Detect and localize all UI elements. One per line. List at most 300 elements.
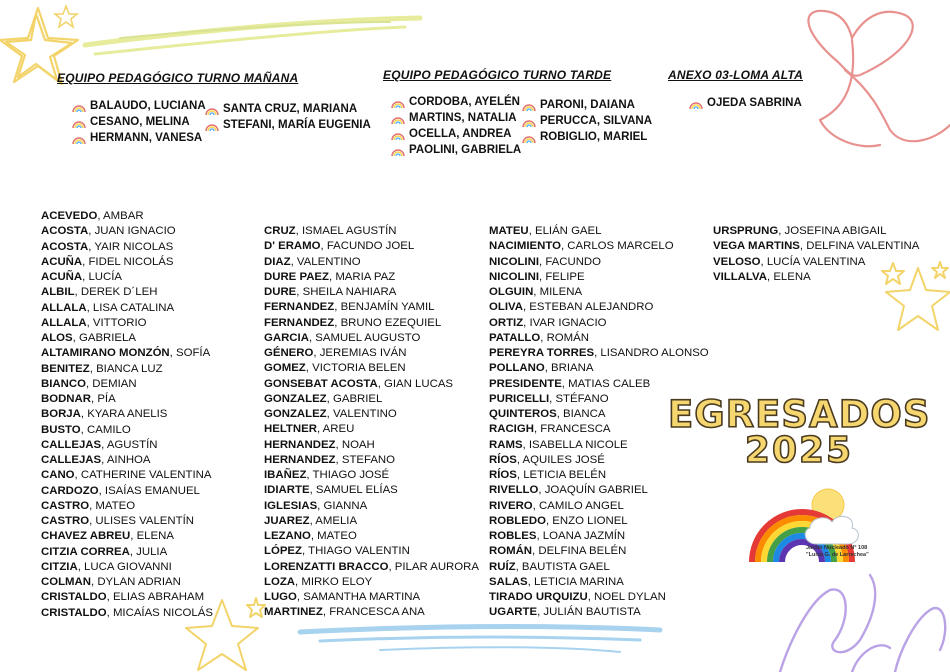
graduate-given-name: , ROMÁN — [540, 331, 589, 344]
graduate-row — [41, 224, 213, 239]
list-item — [391, 94, 521, 110]
graduate-given-name: , LETICIA MARINA — [527, 575, 624, 588]
graduate-surname: BUSTO — [41, 423, 81, 436]
graduate-row — [264, 438, 479, 453]
graduate-given-name: , JULIA — [129, 545, 168, 558]
graduate-given-name: , AMBAR — [97, 210, 144, 222]
graduate-given-name: , SAMUEL ELÍAS — [309, 484, 398, 497]
graduate-surname: CANO — [41, 469, 75, 482]
graduate-given-name: , BENJAMÍN YAMIL — [334, 301, 435, 314]
graduate-given-name: , CATHERINE VALENTINA — [74, 469, 212, 482]
graduate-row — [489, 270, 709, 285]
graduate-surname: ALTAMIRANO MONZÓN — [41, 347, 170, 360]
staff-name: HERMANN, VANESA — [90, 132, 203, 144]
graduate-given-name: , MATIAS CALEB — [561, 377, 651, 390]
graduate-row — [264, 392, 479, 407]
graduate-row — [264, 224, 479, 239]
graduate-surname: RUÍZ — [489, 560, 516, 573]
list-item — [689, 95, 802, 111]
graduate-given-name: , VICTORIA BELEN — [305, 362, 406, 375]
graduate-given-name: , AMELIA — [309, 514, 358, 527]
graduate-surname: LUGO — [264, 591, 297, 603]
graduate-row — [41, 560, 213, 575]
graduate-row — [41, 468, 213, 483]
graduates-title — [668, 393, 931, 471]
graduate-given-name: , YAIR NICOLAS — [88, 240, 174, 253]
graduate-row — [41, 514, 213, 529]
graduate-surname: IBAÑEZ — [264, 469, 307, 481]
graduate-row — [41, 545, 213, 560]
graduate-given-name: , MICAÍAS NICOLÁS — [106, 606, 213, 619]
graduate-surname: DURE PAEZ — [264, 270, 329, 283]
graduate-row — [264, 316, 479, 331]
graduate-surname: ACUÑA — [41, 255, 83, 268]
graduate-given-name: , SAMUEL AUGUSTO — [308, 331, 421, 344]
graduate-surname: ROBLES — [489, 530, 537, 542]
graduate-row — [264, 285, 479, 300]
graduate-given-name: , CAMILO ANGEL — [532, 499, 624, 512]
graduate-given-name: , SHEILA NAHIARA — [296, 286, 397, 298]
graduate-row — [489, 377, 709, 392]
graduate-given-name: , GIANNA — [317, 499, 368, 512]
graduate-row — [489, 514, 709, 529]
graduate-surname: RAMS — [489, 438, 523, 451]
graduate-surname: CRISTALDO — [41, 591, 107, 604]
graduate-surname: CASTRO — [41, 515, 90, 527]
graduate-row — [489, 361, 709, 376]
graduate-row — [264, 560, 479, 575]
rainbow-cloud-icon — [205, 121, 219, 130]
graduate-given-name: , ELIAS ABRAHAM — [106, 591, 205, 604]
graduate-given-name: , AREU — [316, 423, 355, 436]
graduate-row — [489, 300, 709, 315]
graduate-surname: D' ERAMO — [264, 240, 321, 253]
graduate-row — [41, 301, 213, 316]
afternoon-staff-list-1 — [391, 94, 521, 158]
graduate-given-name: , ENZO LIONEL — [545, 514, 628, 527]
staff-name: PARONI, DAIANA — [540, 99, 635, 111]
graduate-surname: CARDOZO — [41, 484, 99, 497]
staff-name: PAOLINI, GABRIELA — [409, 144, 522, 156]
graduate-surname: VELOSO — [713, 255, 761, 268]
rainbow-cloud-icon — [689, 99, 703, 108]
brush-stroke-top — [85, 18, 420, 54]
graduate-surname: MARTINEZ — [264, 606, 323, 619]
graduate-row — [264, 529, 479, 544]
graduate-given-name: , PILAR AURORA — [388, 560, 479, 573]
graduate-row — [489, 499, 709, 514]
graduate-surname: CASTRO — [41, 499, 90, 512]
graduate-surname: CHAVEZ ABREU — [41, 530, 131, 543]
small-star-icon — [55, 6, 77, 27]
graduate-given-name: , DELFINA VALENTINA — [799, 240, 920, 253]
graduate-surname: ROBLEDO — [489, 514, 546, 527]
graduate-given-name: , DELFINA BELÉN — [532, 545, 627, 558]
graduate-given-name: , LUCÍA VALENTINA — [760, 255, 866, 268]
graduate-surname: BODNAR — [41, 393, 91, 405]
staff-name: PERUCCA, SILVANA — [540, 115, 653, 127]
graduate-surname: CALLEJAS — [41, 438, 102, 451]
graduate-surname: PURICELLI — [489, 392, 550, 405]
graduate-row — [41, 529, 213, 544]
graduate-row — [489, 316, 709, 331]
graduate-row — [264, 453, 479, 468]
graduate-given-name: , JOAQUÍN GABRIEL — [538, 484, 648, 497]
graduate-surname: BORJA — [41, 408, 81, 421]
graduate-surname: TIRADO URQUIZU — [489, 591, 588, 603]
graduate-row — [489, 529, 709, 544]
graduate-row — [41, 362, 213, 377]
graduate-surname: HERNANDEZ — [264, 438, 336, 451]
rainbow-cloud-icon — [72, 118, 86, 127]
graduate-given-name: , CARLOS MARCELO — [560, 240, 674, 253]
rainbow-cloud-icon — [522, 133, 536, 142]
graduate-row — [489, 544, 709, 559]
graduate-given-name: , BRIANA — [544, 362, 594, 375]
rainbow-cloud-icon — [72, 134, 86, 143]
graduate-given-name: , JULIÁN BAUTISTA — [537, 606, 641, 619]
graduate-row — [41, 270, 213, 285]
graduate-surname: VILLALVA — [713, 270, 767, 283]
graduate-surname: RACIGH — [489, 423, 534, 436]
annex-heading: ANEXO 03-LOMA ALTA — [668, 68, 803, 82]
list-item — [391, 110, 521, 126]
rainbow-cloud-icon — [391, 130, 405, 139]
swirl-decoration — [780, 575, 945, 672]
graduate-given-name: , ELIÁN GAEL — [528, 225, 602, 237]
graduate-given-name: , JUAN IGNACIO — [88, 225, 176, 238]
morning-team-heading: EQUIPO PEDAGÓGICO TURNO MAÑANA — [57, 71, 299, 85]
graduate-row — [41, 331, 213, 346]
graduate-surname: CITZIA CORREA — [41, 545, 130, 558]
staff-name: CESANO, MELINA — [90, 116, 190, 128]
staff-name: BALAUDO, LUCIANA — [90, 100, 206, 112]
graduate-surname: RIVELLO — [489, 484, 539, 497]
graduate-surname: LOZA — [264, 575, 296, 588]
graduate-surname: GOMEZ — [264, 362, 306, 375]
rainbow-cloud-icon — [205, 105, 219, 114]
list-item — [72, 114, 206, 130]
graduate-given-name: , DYLAN ADRIAN — [90, 576, 181, 588]
graduate-surname: LEZANO — [264, 530, 311, 542]
graduate-surname: VEGA MARTINS — [713, 240, 800, 253]
staff-name: OCELLA, ANDREA — [409, 128, 512, 140]
list-item — [72, 130, 206, 146]
graduate-row — [489, 560, 709, 575]
graduate-given-name: , FRANCESCA — [533, 423, 611, 436]
graduate-surname: RÍOS — [489, 453, 517, 466]
graduate-given-name: , LETICIA BELÉN — [516, 469, 607, 481]
graduate-surname: ORTIZ — [489, 316, 524, 329]
graduate-given-name: , LUCA GIOVANNI — [77, 560, 172, 573]
morning-staff-list-2 — [205, 101, 371, 133]
graduate-row — [264, 544, 479, 559]
graduate-surname: PEREYRA TORRES — [489, 347, 595, 359]
graduate-row — [264, 255, 479, 270]
graduate-given-name: , IVAR IGNACIO — [523, 316, 607, 329]
staff-name: ROBIGLIO, MARIEL — [540, 131, 648, 143]
graduate-row — [489, 224, 709, 239]
annex-staff-list — [689, 95, 802, 111]
graduate-surname: CRUZ — [264, 225, 296, 237]
graduate-given-name: , DEMIAN — [85, 377, 137, 390]
graduate-given-name: , SAMANTHA MARTINA — [296, 591, 421, 603]
graduate-given-name: , FACUNDO JOEL — [320, 240, 415, 253]
staff-name: MARTINS, NATALIA — [409, 112, 517, 124]
graduate-row — [713, 224, 919, 239]
school-name-line-2: "Luisa G. de Larrechea" — [806, 552, 869, 558]
graduate-row — [41, 209, 213, 224]
graduate-surname: COLMAN — [41, 576, 91, 588]
graduate-row — [264, 361, 479, 376]
graduate-surname: NACIMIENTO — [489, 240, 561, 253]
graduate-given-name: , PÍA — [91, 393, 116, 405]
graduate-row — [489, 331, 709, 346]
graduate-surname: NICOLINI — [489, 255, 539, 268]
graduate-given-name: , ISMAEL AGUSTÍN — [295, 225, 397, 237]
graduate-surname: ACEVEDO — [41, 210, 98, 222]
graduate-given-name: , MATEO — [89, 499, 136, 512]
graduate-surname: PRESIDENTE — [489, 377, 562, 390]
graduate-surname: PATALLO — [489, 331, 541, 344]
graduates-column-1 — [41, 209, 213, 621]
graduate-row — [264, 346, 479, 361]
list-item — [205, 117, 371, 133]
graduate-row — [264, 590, 479, 605]
graduates-column-4 — [713, 224, 919, 285]
school-logo-text — [806, 545, 869, 559]
graduate-given-name: , FELIPE — [539, 270, 585, 283]
graduate-row — [713, 239, 919, 254]
graduate-given-name: , GABRIELA — [72, 332, 136, 344]
graduate-row — [264, 300, 479, 315]
graduate-row — [264, 377, 479, 392]
staff-name: CORDOBA, AYELÉN — [409, 96, 520, 108]
graduate-row — [264, 514, 479, 529]
graduate-surname: RIVERO — [489, 499, 533, 512]
graduate-given-name: , ELENA — [767, 270, 811, 283]
graduate-given-name: , THIAGO VALENTIN — [301, 545, 410, 558]
graduate-row — [41, 346, 213, 361]
graduate-surname: UGARTE — [489, 606, 538, 619]
graduate-surname: CITZIA — [41, 560, 78, 573]
graduate-surname: GONSEBAT ACOSTA — [264, 377, 378, 390]
graduate-surname: GARCIA — [264, 331, 309, 344]
graduate-given-name: , GIAN LUCAS — [377, 377, 454, 390]
graduate-given-name: , ISAÍAS EMANUEL — [98, 484, 200, 497]
graduate-given-name: , MATEO — [310, 530, 357, 542]
graduate-given-name: , ELENA — [130, 530, 174, 543]
graduate-row — [41, 453, 213, 468]
graduate-row — [264, 483, 479, 498]
graduate-surname: CALLEJAS — [41, 454, 102, 466]
graduate-surname: GONZALEZ — [264, 408, 327, 420]
graduate-given-name: , THIAGO JOSÉ — [306, 469, 390, 481]
graduate-surname: URSPRUNG — [713, 225, 779, 237]
graduate-given-name: , NOEL DYLAN — [587, 591, 666, 603]
graduate-given-name: , FIDEL NICOLÁS — [82, 255, 174, 268]
graduate-row — [41, 240, 213, 255]
graduate-given-name: , STÉFANO — [549, 392, 609, 405]
graduate-row — [264, 605, 479, 620]
title-line-1: EGRESADOS — [668, 393, 931, 436]
graduate-surname: ALBIL — [41, 286, 75, 299]
graduate-surname: MATEU — [489, 225, 529, 237]
graduate-row — [489, 605, 709, 620]
graduate-row — [41, 606, 213, 621]
graduate-surname: IGLESIAS — [264, 499, 318, 512]
graduate-row — [41, 484, 213, 499]
graduate-row — [489, 285, 709, 300]
graduate-given-name: , GABRIEL — [326, 392, 383, 405]
graduate-surname: QUINTEROS — [489, 408, 557, 420]
graduate-given-name: , AINHOA — [101, 454, 151, 466]
graduate-row — [41, 316, 213, 331]
graduate-surname: LÓPEZ — [264, 545, 302, 558]
graduate-given-name: , NOAH — [335, 438, 375, 451]
graduate-given-name: , ESTEBAN ALEJANDRO — [522, 301, 654, 314]
graduate-surname: FERNANDEZ — [264, 301, 335, 314]
rainbow-cloud-icon — [522, 101, 536, 110]
list-item — [522, 113, 652, 129]
staff-name: STEFANI, MARÍA EUGENIA — [223, 119, 371, 131]
rainbow-cloud-icon — [72, 102, 86, 111]
graduate-row — [41, 377, 213, 392]
graduate-given-name: , LUCÍA — [82, 271, 123, 283]
graduate-surname: GÉNERO — [264, 347, 314, 359]
graduate-given-name: , MARIA PAZ — [328, 270, 396, 283]
staff-name: SANTA CRUZ, MARIANA — [223, 103, 358, 115]
graduate-surname: ALLALA — [41, 301, 87, 314]
graduate-surname: DURE — [264, 286, 297, 298]
graduate-surname: RÍOS — [489, 469, 517, 481]
graduate-row — [264, 468, 479, 483]
afternoon-staff-list-2 — [522, 97, 652, 145]
graduate-given-name: , FACUNDO — [539, 255, 602, 268]
graduate-surname: LORENZATTI BRACCO — [264, 560, 389, 573]
graduate-row — [41, 499, 213, 514]
rainbow-cloud-icon — [522, 117, 536, 126]
graduate-surname: ALLALA — [41, 316, 87, 329]
graduate-given-name: , ULISES VALENTÍN — [89, 515, 194, 527]
graduate-given-name: , BRUNO EZEQUIEL — [334, 316, 442, 329]
graduate-given-name: , CAMILO — [80, 423, 131, 436]
graduate-surname: ROMÁN — [489, 545, 533, 558]
rainbow-cloud-icon — [391, 146, 405, 155]
graduate-surname: CRISTALDO — [41, 606, 107, 619]
list-item — [391, 142, 521, 158]
graduate-given-name: , AQUILES JOSÉ — [516, 453, 605, 466]
graduate-row — [264, 575, 479, 590]
graduate-surname: BIANCO — [41, 377, 86, 390]
graduate-given-name: , BAUTISTA GAEL — [515, 560, 610, 573]
graduate-given-name: , SOFÍA — [169, 347, 211, 360]
graduate-surname: OLIVA — [489, 301, 523, 314]
graduate-row — [41, 590, 213, 605]
list-item — [522, 97, 652, 113]
brush-stroke-bottom — [300, 626, 660, 652]
graduate-row — [713, 255, 919, 270]
graduate-given-name: , BIANCA — [556, 408, 606, 420]
graduate-surname: NICOLINI — [489, 270, 539, 283]
graduate-surname: FERNANDEZ — [264, 316, 335, 329]
graduate-given-name: , FRANCESCA ANA — [322, 606, 425, 619]
graduate-row — [489, 590, 709, 605]
graduate-row — [489, 575, 709, 590]
graduate-surname: BENITEZ — [41, 362, 90, 375]
staff-name: OJEDA SABRINA — [707, 97, 802, 109]
graduate-given-name: , ISABELLA NICOLE — [522, 438, 628, 451]
graduate-surname: ACOSTA — [41, 240, 89, 253]
graduate-row — [489, 468, 709, 483]
list-item — [522, 129, 652, 145]
graduate-row — [41, 423, 213, 438]
graduate-row — [41, 255, 213, 270]
morning-staff-list-1 — [72, 98, 206, 146]
graduate-row — [713, 270, 919, 285]
graduate-surname: POLLANO — [489, 362, 545, 375]
graduate-surname: ACUÑA — [41, 271, 83, 283]
graduate-row — [489, 239, 709, 254]
graduate-given-name: , LISA CATALINA — [86, 301, 175, 314]
graduate-surname: SALAS — [489, 575, 528, 588]
graduate-given-name: , KYARA ANELIS — [80, 408, 168, 421]
graduate-surname: IDIARTE — [264, 484, 310, 497]
graduates-column-2 — [264, 224, 479, 621]
graduate-row — [41, 285, 213, 300]
graduate-surname: ACOSTA — [41, 225, 89, 238]
graduate-row — [489, 483, 709, 498]
title-year: 2025 — [744, 430, 854, 471]
graduate-row — [41, 407, 213, 422]
graduate-surname: ALOS — [41, 332, 73, 344]
graduate-row — [264, 331, 479, 346]
graduate-row — [264, 270, 479, 285]
list-item — [391, 126, 521, 142]
graduate-given-name: , JEREMIAS IVÁN — [313, 347, 407, 359]
graduate-row — [264, 407, 479, 422]
graduate-given-name: , MILENA — [533, 286, 583, 298]
school-name-line-1: Jardín Nucleado N° 108 — [806, 545, 868, 551]
graduate-row — [489, 255, 709, 270]
graduate-given-name: , BIANCA LUZ — [89, 362, 163, 375]
afternoon-team-heading: EQUIPO PEDAGÓGICO TURNO TARDE — [383, 68, 612, 82]
rainbow-cloud-icon — [391, 114, 405, 123]
graduate-row — [41, 392, 213, 407]
graduate-row — [264, 499, 479, 514]
graduate-given-name: , VALENTINO — [290, 255, 361, 268]
graduate-surname: GONZALEZ — [264, 392, 327, 405]
graduate-given-name: , LISANDRO ALONSO — [594, 347, 709, 359]
graduate-surname: JUAREZ — [264, 514, 310, 527]
graduate-given-name: , JOSEFINA ABIGAIL — [778, 225, 887, 237]
graduate-row — [41, 438, 213, 453]
heart-icon — [808, 11, 950, 146]
graduate-row — [489, 346, 709, 361]
graduate-given-name: , STEFANO — [335, 453, 396, 466]
graduate-given-name: , DEREK D´LEH — [74, 286, 158, 299]
graduate-given-name: , VALENTINO — [326, 408, 397, 420]
rainbow-cloud-icon — [391, 98, 405, 107]
graduate-surname: DIAZ — [264, 255, 291, 268]
graduate-row — [264, 239, 479, 254]
graduate-row — [41, 575, 213, 590]
graduate-given-name: , MIRKO ELOY — [295, 575, 373, 588]
graduate-given-name: , LOANA JAZMÍN — [536, 530, 626, 542]
graduate-surname: HERNANDEZ — [264, 453, 336, 466]
graduate-given-name: , AGUSTÍN — [101, 438, 158, 451]
graduate-surname: OLGUIN — [489, 286, 534, 298]
